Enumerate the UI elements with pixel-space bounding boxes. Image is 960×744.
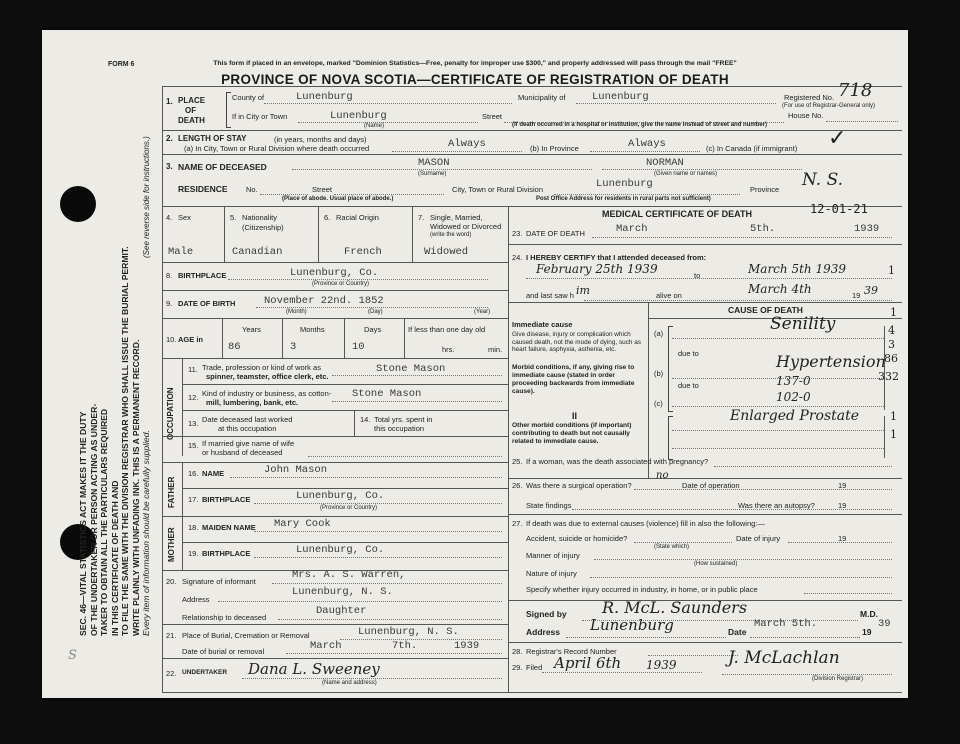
place-num: 1. bbox=[166, 97, 173, 106]
attend-to: March 5th 1939 bbox=[748, 262, 846, 276]
county-value: Lunenburg bbox=[296, 91, 353, 103]
dob-value: November 22nd. 1852 bbox=[264, 295, 384, 307]
less-than-day-label: If less than one day old bbox=[408, 325, 486, 334]
industry-label-2: mill, lumbering, bank, etc. bbox=[206, 398, 299, 407]
burial-date-label: Date of burial or removal bbox=[182, 647, 265, 656]
stay-a-value: Always bbox=[448, 138, 486, 150]
informant-sig-label: Signature of informant bbox=[182, 577, 256, 586]
alive-on: March 4th bbox=[748, 282, 812, 296]
place-death-label: DEATH bbox=[178, 116, 205, 125]
residence-note-2: Post Office Address for residents in rural parts not sufficient) bbox=[536, 196, 711, 202]
injury-year-label: 19 bbox=[838, 534, 847, 543]
accident-label: Accident, suicide or homicide? bbox=[526, 534, 628, 543]
signed-by-label: Signed by bbox=[526, 609, 567, 619]
reverse-side-note: (See reverse side for instructions.) bbox=[142, 136, 151, 258]
spouse-label-2: or husband of deceased bbox=[202, 448, 283, 457]
last-worked-num: 13. bbox=[188, 419, 199, 428]
father-birthplace: Lunenburg, Co. bbox=[296, 490, 385, 502]
undertaker-note: (Name and address) bbox=[322, 680, 377, 686]
industry-num: 12. bbox=[188, 393, 199, 402]
death-year: 1939 bbox=[854, 223, 880, 235]
birthplace-num: 8. bbox=[166, 271, 173, 280]
marital-label-2: Widowed or Divorced bbox=[430, 222, 502, 231]
burial-num: 21. bbox=[166, 631, 177, 640]
surgery-num: 26. bbox=[512, 481, 523, 490]
residence-note-1: (Place of abode. Usual place of abode.) bbox=[282, 196, 394, 202]
name-num: 3. bbox=[166, 162, 173, 171]
stay-note: (in years, months and days) bbox=[274, 135, 367, 144]
race-value: French bbox=[344, 246, 382, 258]
trade-label-2: spinner, teamster, office clerk, etc. bbox=[206, 372, 329, 381]
spouse-num: 15. bbox=[188, 441, 199, 450]
how-sustained-note: (How sustained) bbox=[694, 561, 738, 567]
stay-b-label: (b) In Province bbox=[530, 144, 579, 153]
due-to-1: due to bbox=[678, 349, 699, 358]
sex-value: Male bbox=[168, 246, 194, 258]
hrs-label: hrs. bbox=[442, 345, 455, 354]
operation-year-label: 19 bbox=[838, 481, 847, 490]
name-note: (Name) bbox=[364, 123, 385, 129]
county-label: County of bbox=[232, 93, 265, 102]
municipality-value: Lunenburg bbox=[592, 91, 649, 103]
total-years-label-2: this occupation bbox=[374, 424, 425, 433]
registered-no: 718 bbox=[838, 80, 873, 101]
pregnancy-label: If a woman, was the death associated with pregnancy? bbox=[526, 457, 709, 466]
years-value: 86 bbox=[228, 341, 241, 353]
sig-year-prefix: 19 bbox=[862, 627, 872, 637]
cause-b: Hypertension bbox=[776, 352, 886, 371]
manner-label: Manner of injury bbox=[526, 551, 580, 560]
margin-code-6: 332 bbox=[878, 370, 899, 383]
cause-header: CAUSE OF DEATH bbox=[728, 305, 803, 315]
name-label: NAME OF DECEASED bbox=[178, 162, 267, 172]
last-worked-label-2: at this occupation bbox=[218, 424, 277, 433]
surname-note: (Surname) bbox=[418, 171, 447, 177]
death-label: DATE OF DEATH bbox=[526, 229, 585, 238]
informant-name: Mrs. A. S. Warren, bbox=[292, 569, 406, 581]
undertaker-label: UNDERTAKER bbox=[182, 669, 228, 676]
stay-a-label: (a) In City, Town or Rural Division where death occurred bbox=[184, 144, 370, 153]
last-seen-him: im bbox=[576, 284, 590, 297]
total-years-num: 14. bbox=[360, 415, 371, 424]
stay-b-value: Always bbox=[628, 138, 666, 150]
place-of-label: OF bbox=[185, 106, 197, 115]
residence-label: RESIDENCE bbox=[178, 184, 228, 194]
attend-from: February 25th 1939 bbox=[536, 262, 658, 276]
stay-num: 2. bbox=[166, 134, 173, 143]
death-month: March bbox=[616, 223, 648, 235]
c-detail: 102-0 bbox=[776, 390, 811, 404]
margin-code-5: 86 bbox=[884, 352, 898, 365]
father-bp-num: 17. bbox=[188, 495, 199, 504]
autopsy-label: Was there an autopsy? bbox=[738, 501, 815, 510]
trade-label-1: Trade, profession or kind of work as bbox=[202, 363, 321, 372]
reg-record-num: 28. bbox=[512, 647, 523, 656]
undertaker-name: Dana L. Sweeney bbox=[248, 660, 380, 678]
given-value: NORMAN bbox=[646, 157, 684, 169]
burial-month: March bbox=[310, 640, 342, 652]
trade-num: 11. bbox=[188, 365, 198, 374]
months-label: Months bbox=[300, 325, 325, 334]
city-value: Lunenburg bbox=[330, 110, 387, 122]
dob-label: DATE OF BIRTH bbox=[178, 299, 236, 308]
filed-date: April 6th bbox=[554, 654, 622, 672]
nature-label: Nature of injury bbox=[526, 569, 577, 578]
father-bp-label: BIRTHPLACE bbox=[202, 495, 251, 504]
margin-code-2: 1 bbox=[890, 306, 897, 319]
injury-date-label: Date of injury bbox=[736, 534, 781, 543]
alive-year-prefix: 19 bbox=[852, 291, 861, 300]
residence-no-label: No. bbox=[246, 185, 258, 194]
mother-num: 18. bbox=[188, 523, 199, 532]
cause-a-label: (a) bbox=[654, 329, 664, 338]
margin-code-4: 3 bbox=[888, 338, 895, 351]
side-instructions: SEC. 46—VITAL STATISTICS ACT MAKES IT THE DUTY OF THE UNDERTAKER OR PERSON ACTING AS UNDER- TAKER TO OBTAIN ALL THE PARTICULARS REQUIRED IN THIS CERTIFICATE OF DEATH AND TO FILE THE SAME WITH THE DIVISION REGISTRAR WHO SHALL ISSUE THE BURIAL PERMIT. WRITE PLAINLY WITH UNFADING INK. THIS IS A PERMANENT RECORD. Every item of information should be carefully supplied. bbox=[78, 246, 151, 636]
residence-city: Lunenburg bbox=[596, 178, 653, 190]
informant-address-label: Address bbox=[182, 595, 210, 604]
other-conditions-label: Other morbid conditions (if important) contributing to death but not causally related to immediate cause. bbox=[512, 422, 632, 445]
nationality-num: 5. bbox=[230, 213, 237, 222]
industry-value: Stone Mason bbox=[352, 388, 422, 400]
state-which-note: (State which) bbox=[654, 544, 690, 550]
specify-label: Specify whether injury occurred in industry, in home, or in public place bbox=[526, 585, 758, 594]
father-bp-note: (Province or Country) bbox=[320, 505, 378, 511]
mail-notice: This form if placed in an envelope, marked "Dominion Statistics—Free, penalty for improper use $300," and properly addressed will pass through the mail "FREE" bbox=[213, 60, 737, 67]
registrar-signature: J. McLachlan bbox=[728, 648, 840, 668]
dob-day-note: (Day) bbox=[368, 309, 383, 315]
birthplace-note: (Province or Country) bbox=[312, 281, 370, 287]
total-years-label-1: Total yrs. spent in bbox=[374, 415, 433, 424]
mother-birthplace: Lunenburg, Co. bbox=[296, 544, 385, 556]
burial-day: 7th. bbox=[392, 640, 418, 652]
operation-date-label: Date of operation bbox=[682, 481, 740, 490]
dob-year-note: (Year) bbox=[474, 309, 491, 315]
residence-province-label: Province bbox=[750, 185, 780, 194]
punch-hole-top bbox=[60, 186, 96, 222]
last-seen-label: and last saw h bbox=[526, 291, 574, 300]
hospital-note: (If death occurred in a hospital or institution, give the name instead of street and number) bbox=[512, 122, 768, 128]
sex-label: Sex bbox=[178, 213, 191, 222]
surname-value: MASON bbox=[418, 157, 450, 169]
morbid-label: Morbid conditions, if any, giving rise to immediate cause (stated in order proceeding backwards from immediate cause). bbox=[512, 364, 635, 395]
mother-bp-label: BIRTHPLACE bbox=[202, 549, 251, 558]
stay-c-value: ✓ bbox=[828, 126, 847, 151]
registered-no-note: (For use of Registrar-General only) bbox=[782, 103, 876, 109]
marital-label-1: Single, Married, bbox=[430, 213, 483, 222]
page-title: PROVINCE OF NOVA SCOTIA—CERTIFICATE OF REGISTRATION OF DEATH bbox=[221, 72, 729, 87]
informant-address: Lunenburg, N. S. bbox=[292, 586, 393, 598]
days-value: 10 bbox=[352, 341, 365, 353]
days-label: Days bbox=[364, 325, 382, 334]
reg-record-label: Registrar's Record Number bbox=[526, 647, 617, 656]
father-side-label: FATHER bbox=[167, 476, 176, 508]
findings-label: State findings bbox=[526, 501, 572, 510]
industry-label-1: Kind of industry or business, as cotton- bbox=[202, 389, 332, 398]
margin-mark: S bbox=[68, 648, 77, 663]
residence-street-label: Street bbox=[312, 185, 333, 194]
nationality-label: Nationality bbox=[242, 213, 278, 222]
burial-label: Place of Burial, Cremation or Removal bbox=[182, 631, 310, 640]
burial-year: 1939 bbox=[454, 640, 480, 652]
filed-num: 29. bbox=[512, 663, 523, 672]
medical-stamp: 12-01-21 bbox=[810, 202, 868, 216]
stay-label: LENGTH OF STAY bbox=[178, 134, 247, 143]
surgery-value: no bbox=[656, 470, 669, 481]
father-name-label: NAME bbox=[202, 469, 225, 478]
sig-date: March 5th. bbox=[754, 618, 818, 630]
attend-num: 24. bbox=[512, 253, 523, 262]
marital-num: 7. bbox=[418, 213, 425, 222]
min-label: min. bbox=[488, 345, 503, 354]
residence-city-label: City, Town or Rural Division bbox=[452, 185, 543, 194]
due-to-2: due to bbox=[678, 381, 699, 390]
birthplace-value: Lunenburg, Co. bbox=[290, 267, 379, 279]
autopsy-year-label: 19 bbox=[838, 501, 847, 510]
last-worked-label-1: Date deceased last worked bbox=[202, 415, 293, 424]
marital-label-3: (write the word) bbox=[430, 232, 472, 238]
alive-year: 39 bbox=[864, 284, 878, 297]
undertaker-num: 22. bbox=[166, 669, 177, 678]
surgery-label: Was there a surgical operation? bbox=[526, 481, 632, 490]
attend-to-label: to bbox=[694, 271, 701, 280]
stay-c-label: (c) In Canada (if immigrant) bbox=[706, 144, 798, 153]
street-label: Street bbox=[482, 112, 503, 121]
margin-code-8: 1 bbox=[890, 428, 897, 441]
dob-num: 9. bbox=[166, 299, 173, 308]
mother-name: Mary Cook bbox=[274, 518, 331, 530]
b-detail: 137-0 bbox=[776, 374, 811, 388]
filed-label: Filed bbox=[526, 663, 543, 672]
spouse-label-1: If married give name of wife bbox=[202, 439, 295, 448]
mother-maiden-label: MAIDEN NAME bbox=[202, 523, 256, 532]
burial-place: Lunenburg, N. S. bbox=[358, 626, 459, 638]
nationality-value: Canadian bbox=[232, 246, 283, 258]
death-day: 5th. bbox=[750, 223, 776, 235]
registered-no-label: Registered No. bbox=[784, 93, 835, 102]
margin-code-1: 1 bbox=[888, 264, 895, 277]
filed-year: 1939 bbox=[646, 658, 677, 672]
sig-year: 39 bbox=[878, 618, 891, 630]
father-name: John Mason bbox=[264, 464, 328, 476]
physician-signature: R. McL. Saunders bbox=[602, 598, 748, 617]
race-num: 6. bbox=[324, 213, 331, 222]
sig-date-label: Date bbox=[728, 627, 747, 637]
external-label: If death was due to external causes (violence) fill in also the following:— bbox=[526, 519, 765, 528]
mother-side-label: MOTHER bbox=[167, 527, 176, 562]
marital-value: Widowed bbox=[424, 246, 469, 258]
cause-b-label: (b) bbox=[654, 369, 664, 378]
occupation-side-label: OCCUPATION bbox=[166, 387, 175, 440]
sig-address: Lunenburg bbox=[590, 616, 674, 634]
trade-value: Stone Mason bbox=[376, 363, 446, 375]
race-label: Racial Origin bbox=[336, 213, 379, 222]
cause-a: Senility bbox=[770, 314, 836, 334]
immediate-note: Give disease, injury or complication which caused death, not the mode of dying, such as heart failure, asphyxia, asthenia, etc. bbox=[512, 331, 641, 354]
residence-province: N. S. bbox=[802, 170, 844, 190]
given-note: (Given name or names) bbox=[654, 171, 718, 177]
house-label: House No. bbox=[788, 111, 824, 120]
death-num: 23. bbox=[512, 229, 523, 238]
years-label: Years bbox=[242, 325, 261, 334]
place-label: PLACE bbox=[178, 96, 206, 105]
md-label: M.D. bbox=[860, 609, 878, 619]
medical-header: MEDICAL CERTIFICATE OF DEATH bbox=[602, 209, 752, 219]
city-label: If in City or Town bbox=[232, 112, 288, 121]
father-num: 16. bbox=[188, 469, 199, 478]
margin-code-7: 1 bbox=[890, 410, 897, 423]
months-value: 3 bbox=[290, 341, 297, 353]
relationship-value: Daughter bbox=[316, 605, 367, 617]
certificate-paper bbox=[42, 30, 908, 698]
margin-code-3: 4 bbox=[888, 324, 895, 337]
pregnancy-num: 25. bbox=[512, 457, 523, 466]
cause-c-label: (c) bbox=[654, 399, 663, 408]
alive-label: alive on bbox=[656, 291, 682, 300]
registrar-note: (Division Registrar) bbox=[812, 676, 864, 682]
informant-num: 20. bbox=[166, 577, 177, 586]
form-number: FORM 6 bbox=[108, 61, 135, 68]
mother-bp-num: 19. bbox=[188, 549, 199, 558]
municipality-label: Municipality of bbox=[518, 93, 566, 102]
cause-other: Enlarged Prostate bbox=[730, 408, 860, 424]
age-label: AGE in bbox=[178, 335, 204, 344]
dob-month-note: (Month) bbox=[286, 309, 307, 315]
immediate-label: Immediate cause bbox=[512, 320, 573, 329]
roman-two: II bbox=[572, 411, 578, 421]
nationality-note: (Citizenship) bbox=[242, 223, 284, 232]
age-num: 10. bbox=[166, 335, 177, 344]
external-num: 27. bbox=[512, 519, 523, 528]
attend-label: I HEREBY CERTIFY that I attended deceased from: bbox=[526, 253, 707, 262]
relationship-label: Relationship to deceased bbox=[182, 613, 267, 622]
sig-address-label: Address bbox=[526, 627, 561, 637]
sex-num: 4. bbox=[166, 213, 173, 222]
birthplace-label: BIRTHPLACE bbox=[178, 271, 227, 280]
